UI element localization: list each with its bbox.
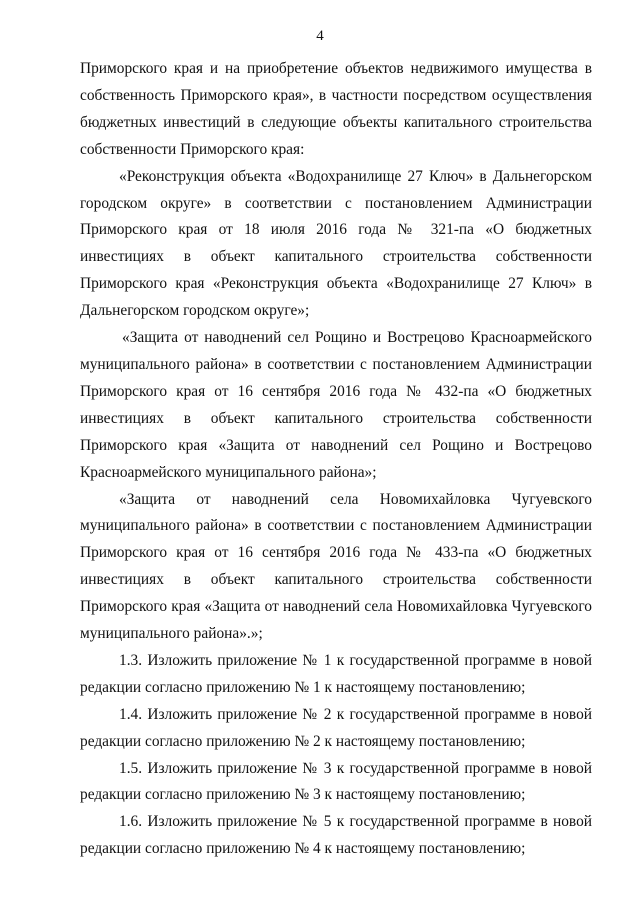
page-number: 4 bbox=[316, 28, 324, 44]
paragraph-novomikhailovka-project: «Защита от наводнений села Новомихайловка Чугуевского муниципального района» в соответствии с постановлением Администрации Приморского края от 16 сентября 2016 года № 433-па «О бюджетных инвестициях в объект капитального строительства собственности Приморского края «Защита от наводнений села Новомихайловка Чугуевского муниципального района».»; bbox=[80, 490, 592, 643]
paragraph-roshchino-project: «Защита от наводнений сел Рощино и Вострецово Красноармейского муниципального района» в соответствии с постановлением Администрации Приморского края от 16 сентября 2016 года № 432-па «О бюджетных инвестициях в объект капитального строительства собственности Приморского края «Защита от наводнений сел Рощино и Вострецово Красноармейского муниципального района»; bbox=[80, 329, 592, 481]
paragraph-item-1-3: 1.3. Изложить приложение № 1 к государственной программе в новой редакции согласно приложению № 1 к настоящему постановлению; bbox=[80, 651, 592, 696]
paragraph-item-1-4: 1.4. Изложить приложение № 2 к государственной программе в новой редакции согласно приложению № 2 к настоящему постановлению; bbox=[80, 705, 592, 750]
paragraph-item-1-5: 1.5. Изложить приложение № 3 к государственной программе в новой редакции согласно приложению № 3 к настоящему постановлению; bbox=[80, 759, 592, 804]
document-body bbox=[80, 56, 592, 863]
paragraph-intro-continuation: Приморского края и на приобретение объектов недвижимого имущества в собственность Приморского края», в частности посредством осуществления бюджетных инвестиций в следующие объекты капитального строительства собственности Приморского края: bbox=[80, 60, 592, 158]
paragraph-reservoir-project: «Реконструкция объекта «Водохранилище 27 Ключ» в Дальнегорском городском округе» в соответствии с постановлением Администрации Приморского края от 18 июля 2016 года № 321-па «О бюджетных инвестициях в объект капитального строительства собственности Приморского края «Реконструкция объекта «Водохранилище 27 Ключ» в Дальнегорском городском округе»; bbox=[80, 167, 592, 320]
paragraph-item-1-6: 1.6. Изложить приложение № 5 к государственной программе в новой редакции согласно приложению № 4 к настоящему постановлению; bbox=[80, 813, 592, 858]
